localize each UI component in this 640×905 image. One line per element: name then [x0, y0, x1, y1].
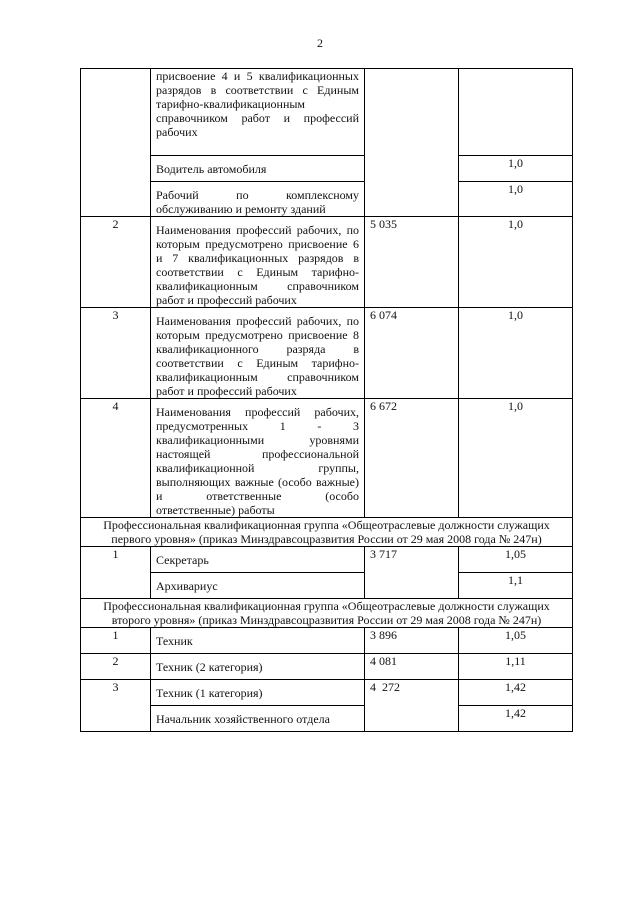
profession-cell: Наименования профессий рабочих, по которым предусмотрено присвоение 6 и 7 квалификационных разрядов в соответствии с Единым тарифно-квалификационным справочником работ и профессий рабочих: [151, 217, 365, 308]
level-cell: 4: [81, 399, 151, 518]
coefficient-cell: [459, 69, 573, 156]
coefficient-cell: 1,0: [459, 399, 573, 518]
table-row: [81, 308, 573, 399]
table-row: [81, 599, 573, 628]
coefficient-cell: 1,05: [459, 628, 573, 654]
level-cell: 3: [81, 308, 151, 399]
group-heading: Профессиональная квалификационная группа «Общеотраслевые должности служащих первого уровня» (приказ Минздравсоцразвития России от 29 мая 2008 года № 247н): [81, 518, 573, 547]
table-row: [81, 547, 573, 573]
coefficient-cell: 1,05: [459, 547, 573, 573]
profession-cell: Архивариус: [151, 573, 365, 599]
salary-cell: [365, 69, 459, 217]
table-row: [81, 156, 573, 182]
salary-cell: 3 717: [365, 547, 459, 599]
level-cell: 1: [81, 628, 151, 654]
table-row: [81, 628, 573, 654]
profession-cell: Водитель автомобиля: [151, 156, 365, 182]
table-row: [81, 217, 573, 308]
salary-cell: 4 272: [365, 680, 459, 732]
coefficient-cell: 1,42: [459, 680, 573, 706]
page-number: 2: [317, 36, 323, 50]
salary-table: [80, 68, 573, 732]
level-cell: 1: [81, 547, 151, 599]
table-row: [81, 680, 573, 706]
level-cell: 2: [81, 217, 151, 308]
profession-cell: Начальник хозяйственного отдела: [151, 706, 365, 732]
coefficient-cell: 1,1: [459, 573, 573, 599]
coefficient-cell: 1,0: [459, 308, 573, 399]
profession-cell: Техник (2 категория): [151, 654, 365, 680]
salary-cell: 4 081: [365, 654, 459, 680]
level-cell: 2: [81, 654, 151, 680]
profession-cell: Техник: [151, 628, 365, 654]
table-row: [81, 573, 573, 599]
coefficient-cell: 1,0: [459, 156, 573, 182]
profession-cell: Наименования профессий рабочих, по которым предусмотрено присвоение 8 квалификационного разряда в соответствии с Единым тарифно-квалификационным справочником работ и профессий рабочих: [151, 308, 365, 399]
profession-cell: Секретарь: [151, 547, 365, 573]
salary-cell: 5 035: [365, 217, 459, 308]
table-row: [81, 182, 573, 217]
coefficient-cell: 1,11: [459, 654, 573, 680]
profession-cell: присвоение 4 и 5 квалификационных разрядов в соответствии с Единым тарифно-квалификационным справочником работ и профессий рабочих: [151, 69, 365, 156]
profession-cell: Наименования профессий рабочих, предусмотренных 1 - 3 квалификационными уровнями настоящей профессиональной квалификационной группы, выполняющих важные (особо важные) и ответственные (особо ответственные) работы: [151, 399, 365, 518]
table-row: [81, 518, 573, 547]
salary-cell: 3 896: [365, 628, 459, 654]
coefficient-cell: 1,42: [459, 706, 573, 732]
table-row: [81, 654, 573, 680]
level-cell: [81, 69, 151, 217]
table-row: [81, 706, 573, 732]
salary-cell: 6 074: [365, 308, 459, 399]
profession-cell: Рабочий по комплексному обслуживанию и ремонту зданий: [151, 182, 365, 217]
table-row: [81, 399, 573, 518]
coefficient-cell: 1,0: [459, 182, 573, 217]
level-cell: 3: [81, 680, 151, 732]
coefficient-cell: 1,0: [459, 217, 573, 308]
table-row: [81, 69, 573, 156]
group-heading: Профессиональная квалификационная группа «Общеотраслевые должности служащих второго уровня» (приказ Минздравсоцразвития России от 29 мая 2008 года № 247н): [81, 599, 573, 628]
profession-cell: Техник (1 категория): [151, 680, 365, 706]
salary-cell: 6 672: [365, 399, 459, 518]
